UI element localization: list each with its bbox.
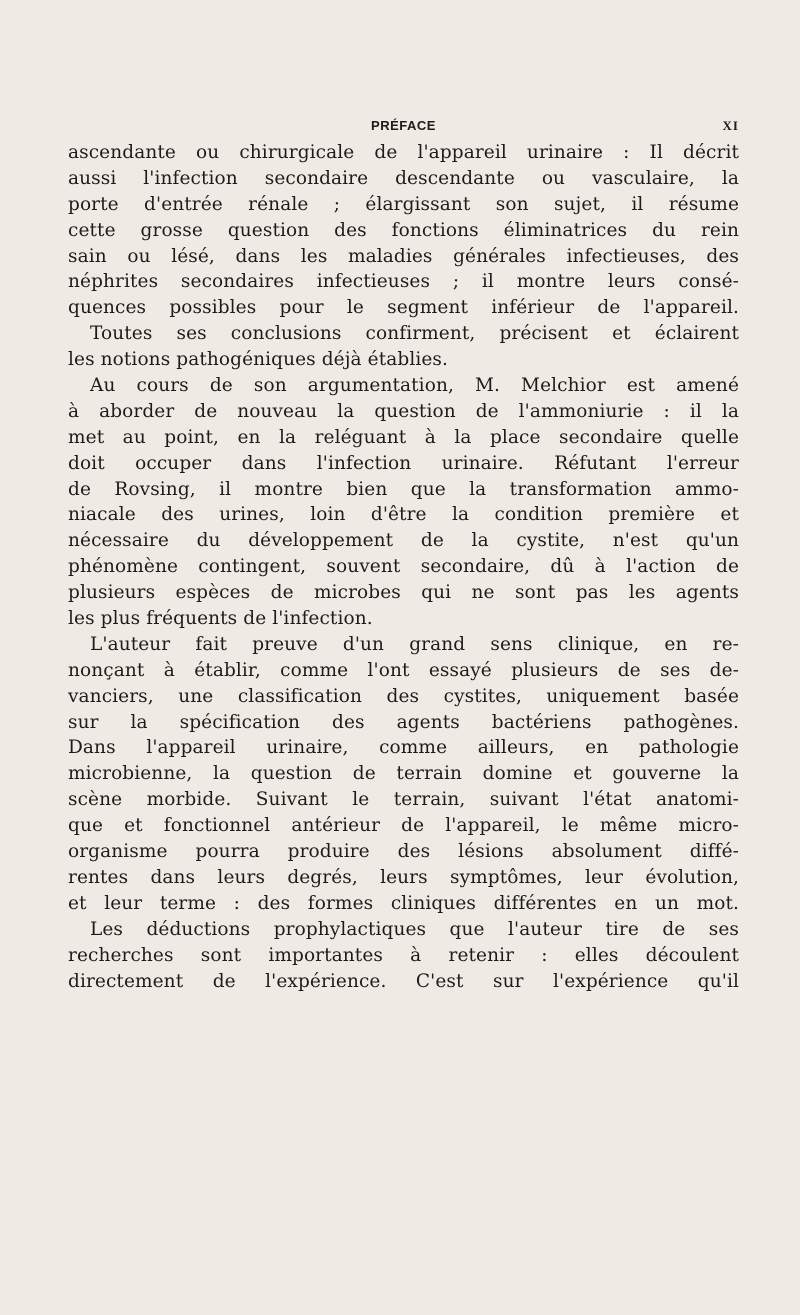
- text-line: scène morbide. Suivant le terrain, suivant l'état anatomi-: [68, 789, 739, 811]
- text-line: L'auteur fait preuve d'un grand sens clinique, en re-: [90, 633, 739, 655]
- text-line: sur la spécification des agents bactériens pathogènes.: [68, 711, 739, 733]
- text-line: Les déductions prophylactiques que l'auteur tire de ses: [90, 918, 739, 940]
- text-line: vanciers, une classification des cystites, uniquement basée: [68, 685, 739, 707]
- text-line: sain ou lésé, dans les maladies générales infectieuses, des: [68, 245, 739, 267]
- text-line: Dans l'appareil urinaire, comme ailleurs, en pathologie: [68, 737, 739, 759]
- text-line: et leur terme : des formes cliniques différentes en un mot.: [68, 892, 739, 914]
- running-title: PRÉFACE: [371, 118, 436, 133]
- body-text: [68, 140, 739, 994]
- text-line: que et fonctionnel antérieur de l'appareil, le même micro-: [68, 815, 739, 837]
- text-line: phénomène contingent, souvent secondaire, dû à l'action de: [68, 556, 739, 578]
- text-line: quences possibles pour le segment inférieur de l'appareil.: [68, 297, 739, 319]
- text-line: de Rovsing, il montre bien que la transformation ammo-: [68, 478, 739, 500]
- text-line: niacale des urines, loin d'être la condition première et: [68, 504, 739, 526]
- text-line: porte d'entrée rénale ; élargissant son sujet, il résume: [68, 193, 739, 215]
- text-line: aussi l'infection secondaire descendante ou vasculaire, la: [68, 167, 739, 189]
- running-head: [68, 118, 739, 138]
- text-line: doit occuper dans l'infection urinaire. Réfutant l'erreur: [68, 452, 739, 474]
- text-line: recherches sont importantes à retenir : elles découlent: [68, 944, 739, 966]
- text-line: néphrites secondaires infectieuses ; il montre leurs consé-: [68, 271, 739, 293]
- text-line: les notions pathogéniques déjà établies.: [68, 349, 448, 371]
- text-line: Au cours de son argumentation, M. Melchior est amené: [90, 375, 739, 397]
- text-line: met au point, en la reléguant à la place secondaire quelle: [68, 426, 739, 448]
- text-line: plusieurs espèces de microbes qui ne sont pas les agents: [68, 582, 739, 604]
- text-line: les plus fréquents de l'infection.: [68, 608, 373, 630]
- text-line: cette grosse question des fonctions éliminatrices du rein: [68, 219, 739, 241]
- text-line: Toutes ses conclusions confirment, précisent et éclairent: [90, 323, 739, 345]
- text-line: directement de l'expérience. C'est sur l'expérience qu'il: [68, 970, 739, 992]
- page-number: XI: [722, 118, 739, 133]
- text-line: rentes dans leurs degrés, leurs symptômes, leur évolution,: [68, 866, 739, 888]
- text-line: nonçant à établir, comme l'ont essayé plusieurs de ses de-: [68, 659, 739, 681]
- text-line: microbienne, la question de terrain domine et gouverne la: [68, 763, 739, 785]
- text-line: ascendante ou chirurgicale de l'appareil urinaire : Il décrit: [68, 142, 739, 163]
- text-line: nécessaire du développement de la cystite, n'est qu'un: [68, 530, 739, 552]
- text-line: organisme pourra produire des lésions absolument diffé-: [68, 841, 739, 863]
- text-line: à aborder de nouveau la question de l'ammoniurie : il la: [68, 400, 739, 422]
